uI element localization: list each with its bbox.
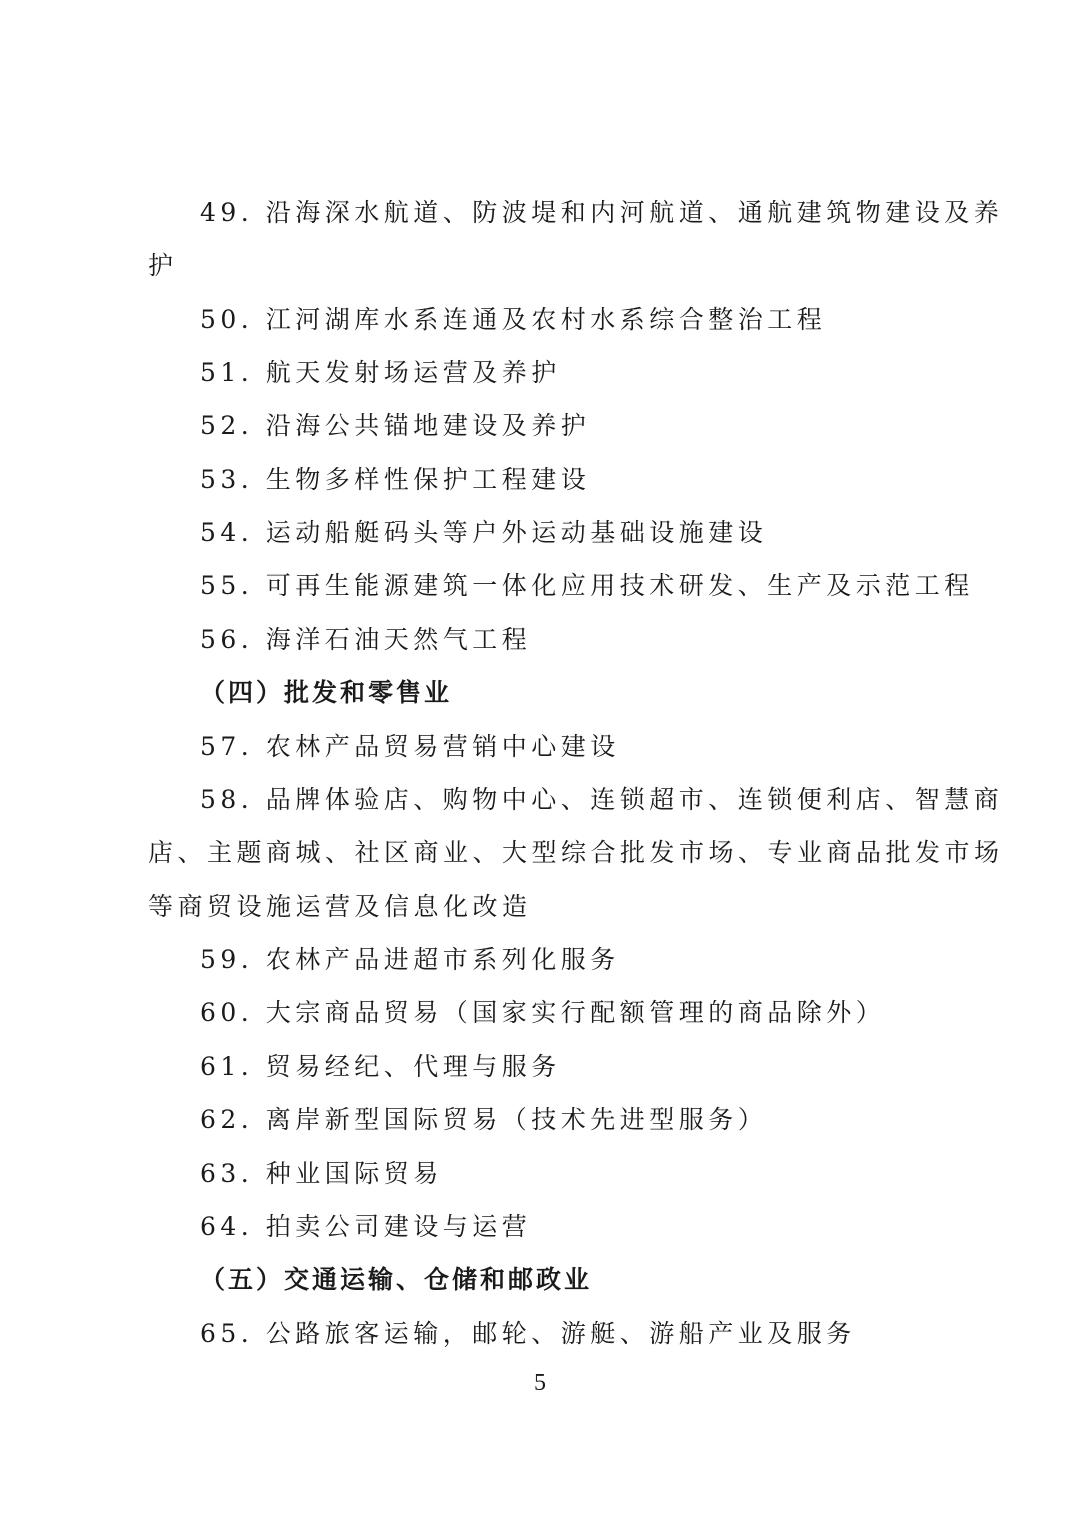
item-56: 56. 海洋石油天然气工程 (200, 625, 532, 654)
item-50: 50. 江河湖库水系连通及农村水系综合整治工程 (200, 305, 827, 334)
page-number: 5 (534, 1370, 546, 1396)
item-58-line-2: 店、主题商城、社区商业、大型综合批发市场、专业商品批发市场 (148, 838, 1004, 867)
item-52: 52. 沿海公共锚地建设及养护 (200, 411, 591, 440)
item-65: 65. 公路旅客运输，邮轮、游艇、游船产业及服务 (200, 1319, 856, 1348)
item-49-line-1: 49. 沿海深水航道、防波堤和内河航道、通航建筑物建设及养 (200, 198, 1004, 227)
item-55: 55. 可再生能源建筑一体化应用技术研发、生产及示范工程 (200, 571, 974, 600)
item-57: 57. 农林产品贸易营销中心建设 (200, 732, 620, 761)
item-64: 64. 拍卖公司建设与运营 (200, 1212, 532, 1241)
item-53: 53. 生物多样性保护工程建设 (200, 465, 591, 494)
item-58-line-1: 58. 品牌体验店、购物中心、连锁超市、连锁便利店、智慧商 (200, 785, 1004, 814)
item-61: 61. 贸易经纪、代理与服务 (200, 1052, 561, 1081)
item-63: 63. 种业国际贸易 (200, 1159, 443, 1188)
item-49-line-2: 护 (148, 251, 178, 280)
item-51: 51. 航天发射场运营及养护 (200, 358, 561, 387)
section-heading-5: （五）交通运输、仓储和邮政业 (200, 1265, 593, 1294)
section-heading-4: （四）批发和零售业 (200, 678, 453, 707)
item-58-line-3: 等商贸设施运营及信息化改造 (148, 892, 532, 921)
item-60: 60. 大宗商品贸易（国家实行配额管理的商品除外） (200, 998, 886, 1027)
item-59: 59. 农林产品进超市系列化服务 (200, 945, 620, 974)
item-54: 54. 运动船艇码头等户外运动基础设施建设 (200, 518, 768, 547)
item-62: 62. 离岸新型国际贸易（技术先进型服务） (200, 1105, 768, 1134)
